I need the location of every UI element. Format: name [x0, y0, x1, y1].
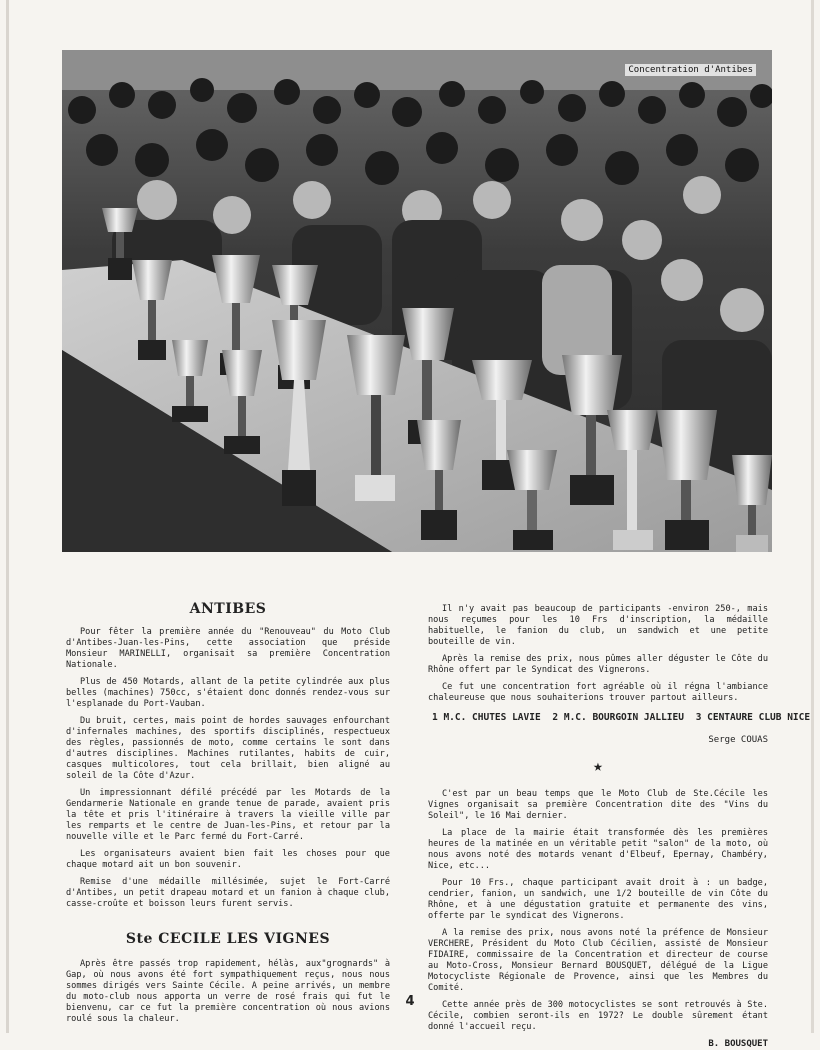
right-column [428, 604, 811, 1050]
cecile-heading: Ste CECILE LES VIGNES [125, 931, 331, 947]
antibes-paragraph: Plus de 450 Motards, allant de la petite cylindrée aux plus belles (machines) 750cc, s'étaient donc donnés rendez-vous sur l'esplanade du Port-Vauban. [66, 677, 390, 709]
page-number: 4 [405, 994, 415, 1009]
page-edge-left [6, 0, 9, 1033]
antibes-paragraph: Du bruit, certes, mais point de hordes sauvages enfourchant d'infernales machines, des sportifs disciplinés, respectueux des règles, passionnés de moto, comme certains le sont dans d'autres disciplines. Machines rutilantes, habits de cuir, casques multicolores, tout cela brillait, bien aligné au soleil de la Côte d'Azur. [66, 716, 390, 781]
cecile-signature: B. BOUSQUET [708, 1039, 768, 1049]
antibes-paragraph: Un impressionnant défilé précédé par les Motards de la Gendarmerie Nationale en grande tenue de parade, avaient pris la tête et pris l'itinéraire à travers la vieille ville par les remparts et le centre de Juan-les-Pins, et retour par la nouvelle ville et le Parc fermé du Fort-Carré. [66, 788, 390, 842]
cecile-paragraph: C'est par un beau temps que le Moto Club de Ste.Cécile les Vignes organisait sa première Concentration dite des "Vins du Soleil", le 16 Mai dernier. [428, 789, 768, 821]
antibes-paragraph: Remise d'une médaille millésimée, sujet le Fort-Carré d'Antibes, un petit drapeau motard et un fanion à chaque club, casse-croûte et boisson leurs furent servis. [66, 877, 390, 909]
page-edge-right [811, 0, 814, 1033]
antibes-paragraph: Il n'y avait pas beaucoup de participants -environ 250-, mais nous reçumes pour les 10 Frs d'inscription, la médaille habituelle, le fanion du club, un sandwich et une petite bouteille de vin. [428, 604, 768, 647]
antibes-heading: ANTIBES [189, 601, 267, 617]
result-item: 3 CENTAURE CLUB NICE [695, 712, 811, 723]
cecile-paragraph: A la remise des prix, nous avons noté la préfence de Monsieur VERCHERE, Président du Moto Club Cécilien, assisté de Monsieur FIDAIRE, commissaire de la Concentration et directeur de course au Moto-Cross, Monsieur Bernard BOUSQUET, délégué de la Ligue Motocycliste Régionale de Provence, ainsi que les Membres du Comité. [428, 928, 768, 993]
left-column [66, 601, 390, 1031]
photo-illustration [62, 50, 772, 552]
antibes-paragraph: Les organisateurs avaient bien fait les choses pour que chaque motard ait un bon souvenir. [66, 849, 390, 870]
antibes-signature: Serge COUAS [708, 735, 768, 745]
result-item: 1 M.C. CHUTES LAVIE [432, 712, 541, 723]
results-list [432, 712, 811, 723]
antibes-paragraph: Pour fêter la première année du "Renouveau" du Moto Club d'Antibes-Juan-les-Pins, cette association que préside Monsieur MARINELLI, organisait sa première Concentration Nationale. [66, 627, 390, 670]
cecile-paragraph: La place de la mairie était transformée dès les premières heures de la matinée en un véritable petit "salon" de la moto, où nous avons noté des motards venant d'Elbeuf, Epernay, Chambéry, Nice, etc... [428, 828, 768, 871]
photo-caption: Concentration d'Antibes [625, 64, 756, 76]
event-photo [62, 50, 772, 552]
cecile-paragraph: Cette année près de 300 motocyclistes se sont retrouvés à Ste. Cécile, combien seront-ils en 1972? Le double sûrement étant donné l'accueil reçu. [428, 1000, 768, 1032]
antibes-paragraph: Ce fut une concentration fort agréable où il régna l'ambiance chaleureuse que nous souhaiterions trouver partout ailleurs. [428, 682, 768, 703]
cecile-paragraph: Après être passés trop rapidement, hélàs, aux"grognards" à Gap, où nous avons été fort sympathiquement reçus, nous nous sommes dirigés vers Sainte Cécile. A peine arrivés, un membre du moto-club nous apporta un verre de rosé frais qui fut le bienvenu, car ce fut la première concentration où nous avions roulé sous la chaleur. [66, 959, 390, 1024]
star-icon: ★ [593, 756, 603, 775]
cecile-paragraph: Pour 10 Frs., chaque participant avait droit à : un badge, cendrier, fanion, un sandwich, une 1/2 bouteille de vin Côte du Rhône, et à une dégustation gratuite et permanente des vins, offerte par le syndicat des Vignerons. [428, 878, 768, 921]
result-item: 2 M.C. BOURGOIN JALLIEU [552, 712, 684, 723]
antibes-paragraph: Après la remise des prix, nous pûmes aller déguster le Côte du Rhône offert par le Syndicat des Vignerons. [428, 654, 768, 675]
